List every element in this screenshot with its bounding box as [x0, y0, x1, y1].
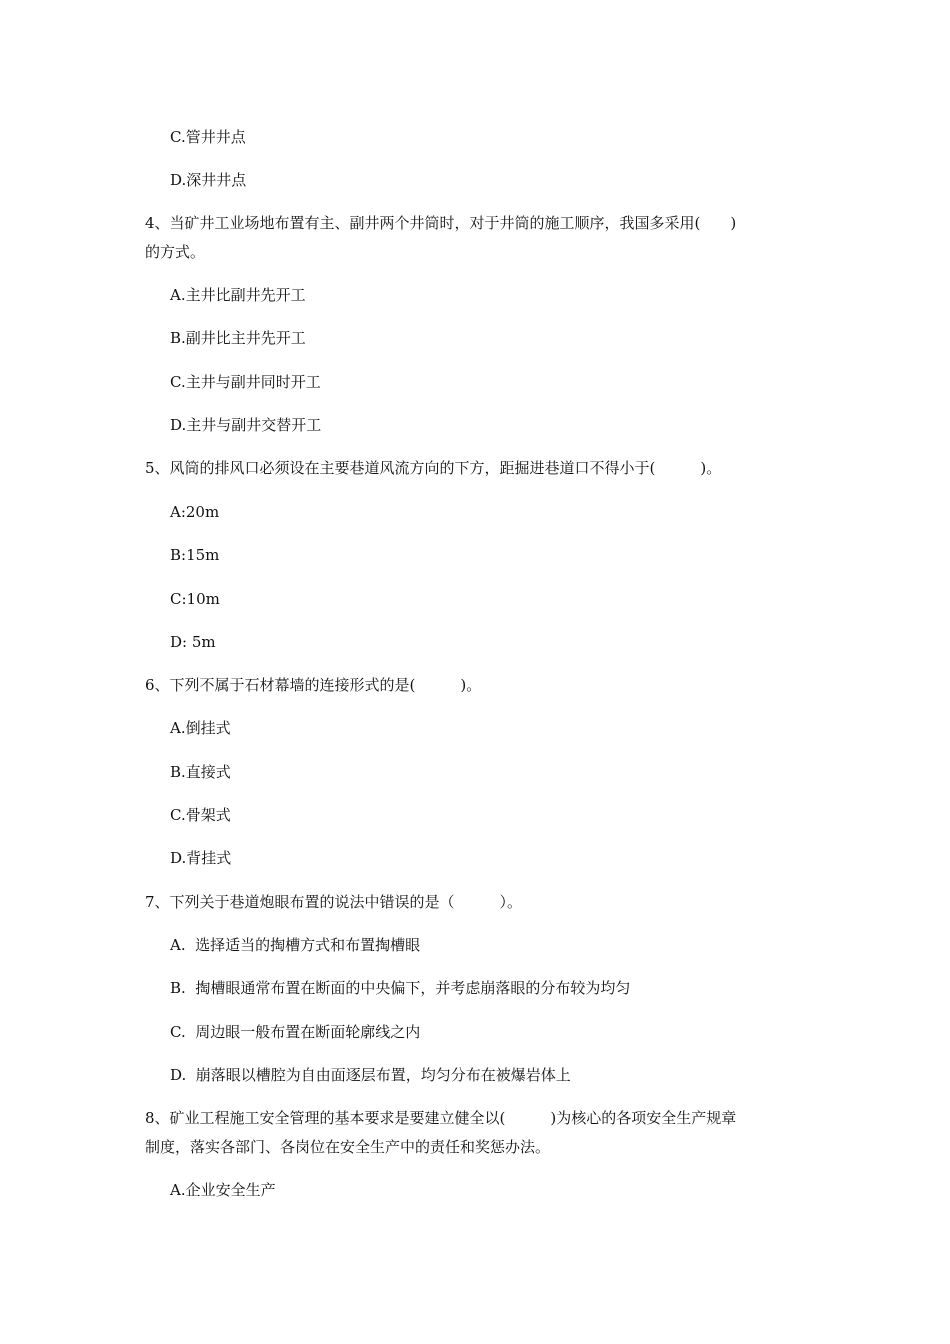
- q6-option-d: D.背挂式: [170, 849, 232, 867]
- q6-option-a: A.倒挂式: [170, 719, 231, 737]
- q6-option-b: B.直接式: [170, 763, 231, 781]
- q7-option-b: B. 掏槽眼通常布置在断面的中央偏下，并考虑崩落眼的分布较为均匀: [170, 979, 631, 997]
- q4-option-b: B.副井比主井先开工: [170, 329, 306, 347]
- q7-option-c: C. 周边眼一般布置在断面轮廓线之内: [170, 1023, 421, 1041]
- q5-option-d: D: 5m: [170, 633, 216, 651]
- q5-option-a: A:20m: [170, 503, 220, 521]
- q7-stem: 7、下列关于巷道炮眼布置的说法中错误的是（ ）。: [145, 893, 523, 911]
- q4-option-c: C.主井与副井同时开工: [170, 373, 321, 391]
- q3-option-c: C.管井井点: [170, 128, 246, 146]
- q8-stem-line2: 制度，落实各部门、各岗位在安全生产中的责任和奖惩办法。: [145, 1138, 551, 1156]
- q5-option-c: C:10m: [170, 590, 220, 608]
- q6-option-c: C.骨架式: [170, 806, 231, 824]
- q4-stem-line2: 的方式。: [145, 243, 206, 261]
- q7-option-a: A. 选择适当的掏槽方式和布置掏槽眼: [170, 936, 421, 954]
- q4-option-a: A.主井比副井先开工: [170, 286, 306, 304]
- q5-option-b: B:15m: [170, 546, 220, 564]
- q8-stem-line1: 8、矿业工程施工安全管理的基本要求是要建立健全以( )为核心的各项安全生产规章: [145, 1109, 737, 1127]
- q4-stem-line1: 4、当矿井工业场地布置有主、副井两个井筒时，对于井筒的施工顺序，我国多采用( ): [145, 214, 737, 232]
- q3-option-d: D.深井井点: [170, 171, 247, 189]
- q6-stem: 6、下列不属于石材幕墙的连接形式的是( )。: [145, 676, 482, 694]
- q4-option-d: D.主井与副井交替开工: [170, 416, 322, 434]
- q5-stem: 5、风筒的排风口必须设在主要巷道风流方向的下方，距掘进巷道口不得小于( )。: [145, 459, 722, 477]
- q7-option-d: D. 崩落眼以槽腔为自由面逐层布置，均匀分布在被爆岩体上: [170, 1066, 571, 1084]
- q8-option-a: A.企业安全生产: [170, 1181, 276, 1199]
